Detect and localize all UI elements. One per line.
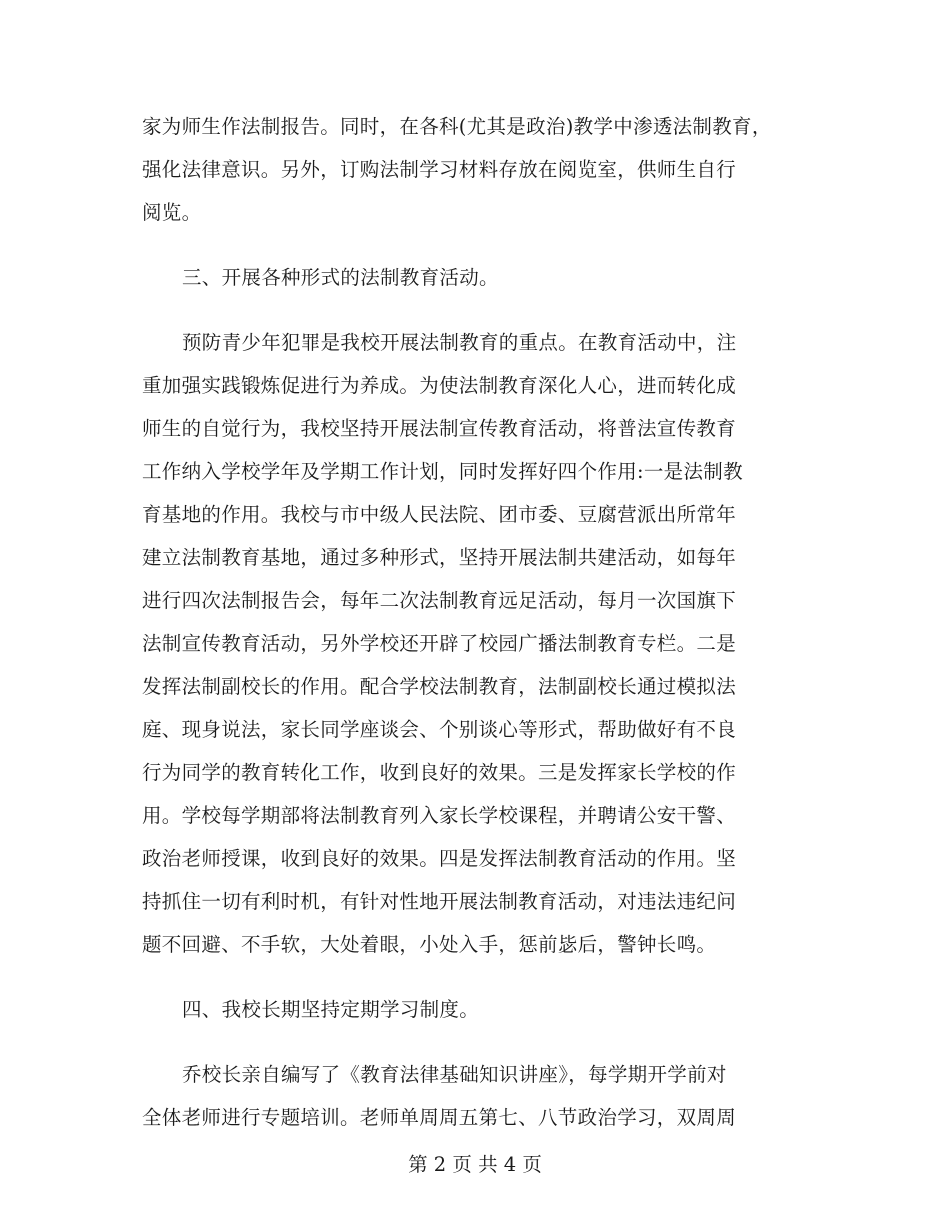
text-line-11: 进行四次法制报告会，每年二次法制教育远足活动，每月一次国旗下 bbox=[142, 589, 737, 612]
text-line-10: 建立法制教育基地，通过多种形式，坚持开展法制共建活动，如每年 bbox=[142, 546, 737, 569]
text-line-15: 行为同学的教育转化工作，收到良好的效果。三是发挥家长学校的作 bbox=[142, 761, 737, 784]
text-line-1: 家为师生作法制报告。同时，在各科(尤其是政治)教学中渗透法制教育， bbox=[142, 115, 772, 138]
text-line-7: 师生的自觉行为，我校坚持开展法制宣传教育活动，将普法宣传教育 bbox=[142, 417, 737, 440]
section-heading-3: 三、开展各种形式的法制教育活动。 bbox=[182, 266, 499, 289]
text-line-14: 庭、现身说法，家长同学座谈会、个别谈心等形式，帮助做好有不良 bbox=[142, 718, 737, 741]
text-line-13: 发挥法制副校长的作用。配合学校法制教育，法制副校长通过模拟法 bbox=[142, 675, 737, 698]
text-line-18: 持抓住一切有利时机，有针对性地开展法制教育活动，对违法违纪问 bbox=[142, 890, 737, 913]
text-line-6: 重加强实践锻炼促进行为养成。为使法制教育深化人心，进而转化成 bbox=[142, 374, 737, 397]
text-line-8: 工作纳入学校学年及学期工作计划，同时发挥好四个作用:一是法制教 bbox=[142, 460, 743, 483]
text-line-9: 育基地的作用。我校与市中级人民法院、团市委、豆腐营派出所常年 bbox=[142, 503, 737, 526]
text-line-5: 预防青少年犯罪是我校开展法制教育的重点。在教育活动中，注 bbox=[182, 331, 737, 354]
text-line-16: 用。学校每学期部将法制教育列入家长学校课程，并聘请公安干警、 bbox=[142, 804, 737, 827]
text-line-17: 政治老师授课，收到良好的效果。四是发挥法制教育活动的作用。坚 bbox=[142, 847, 737, 870]
page-footer: 第 2 页 共 4 页 bbox=[408, 1153, 542, 1176]
section-heading-4: 四、我校长期坚持定期学习制度。 bbox=[182, 998, 480, 1021]
text-line-19: 题不回避、不手软，大处着眼，小处入手，惩前毖后，警钟长鸣。 bbox=[142, 933, 717, 956]
text-line-2: 强化法律意识。另外，订购法制学习材料存放在阅览室，供师生自行 bbox=[142, 158, 737, 181]
text-line-21: 乔校长亲自编写了《教育法律基础知识讲座》，每学期开学前对 bbox=[182, 1063, 727, 1086]
text-line-22: 全体老师进行专题培训。老师单周周五第七、八节政治学习，双周周 bbox=[142, 1106, 737, 1129]
text-line-12: 法制宣传教育活动，另外学校还开辟了校园广播法制教育专栏。二是 bbox=[142, 632, 737, 655]
text-line-3: 阅览。 bbox=[142, 201, 202, 224]
